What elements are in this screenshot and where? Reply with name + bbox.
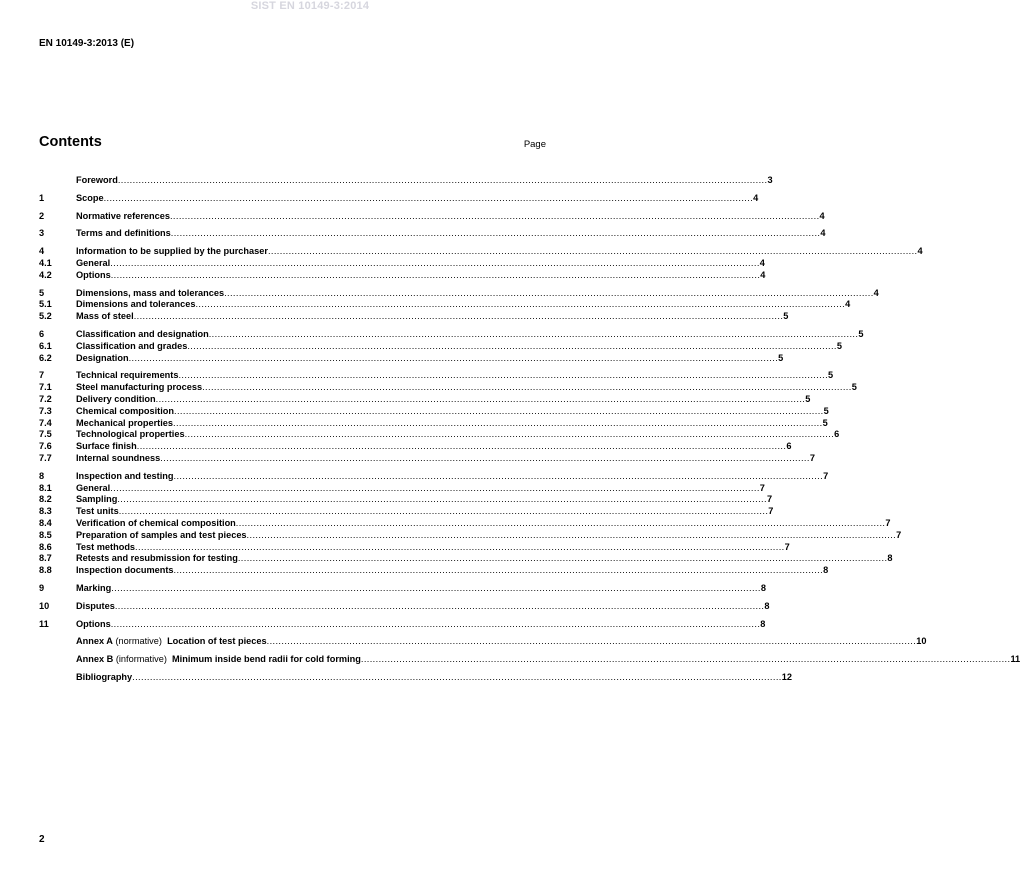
toc-entry-number: 4.2 [39,269,52,280]
toc-entry-number: 7.3 [39,405,52,416]
toc-entry-title: Inspection documents [76,565,174,576]
toc-entry[interactable] [39,257,765,270]
toc-entry-page: 8 [823,565,829,576]
toc-entry-page: 7 [766,494,773,505]
toc-entry[interactable] [39,352,784,365]
toc-entry-number: 8 [39,470,45,481]
toc-entry-number: 8.2 [39,494,52,505]
toc-entry[interactable] [39,393,811,406]
toc-leader-dots: ............................................................................................................................................................................................................................ [173,565,824,576]
toc-entry[interactable] [39,311,789,323]
toc-entry[interactable] [39,452,815,465]
watermark: SIST EN 10149-3:2014 [250,0,370,12]
toc-entry-page: 4 [917,246,923,257]
toc-entry-page: 4 [873,287,879,298]
toc-entry[interactable] [39,228,826,240]
toc-entry-page: 4 [819,210,825,221]
toc-entry-title: Test methods [76,541,136,552]
toc-entry-number: 7.5 [39,429,52,440]
toc-entry-number: 6.1 [39,340,52,351]
toc-entry-page: 12 [781,671,792,682]
toc-entry-title: Designation [76,352,129,363]
toc-entry[interactable] [39,405,829,418]
toc-entry[interactable] [39,470,829,483]
toc-entry-page: 6 [786,441,792,452]
toc-entry[interactable] [39,417,828,430]
toc-entry[interactable] [39,618,766,631]
toc-entry-number: 5 [39,287,45,298]
toc-leader-dots: ............................................................................................................................................................................................................................ [135,541,785,552]
toc-entry-number: 7.2 [39,393,52,404]
toc-entry-title: Foreword [76,175,118,185]
toc-entry-number: 5.1 [39,299,52,310]
toc-entry[interactable] [39,429,840,441]
toc-leader-dots: ............................................................................................................................................................................................................................ [103,192,754,203]
toc-leader-dots: ............................................................................................................................................................................................................................ [246,529,897,540]
toc-leader-dots: ............................................................................................................................................................................................................................ [235,517,886,528]
toc-leader-dots: ............................................................................................................................................................................................................................ [118,506,769,517]
toc-entry-page: 5 [828,370,834,381]
toc-entry-number: 2 [39,210,45,221]
toc-leader-dots: ............................................................................................................................................................................................................................ [266,636,917,647]
toc-entry-number: 5.2 [39,311,52,322]
toc-entry-page: 8 [764,600,770,611]
toc-entry-number: 8.3 [39,506,52,517]
toc-entry-number: 6 [39,328,45,339]
toc-entry-number: 8.5 [39,529,52,540]
toc-entry-number: 8.7 [39,553,52,564]
toc-entry[interactable] [39,210,825,223]
toc-entry[interactable] [39,246,923,258]
toc-entry-title: Annex B (informative) Minimum inside bend radii for cold forming [76,654,361,665]
toc-entry[interactable] [39,192,759,205]
toc-entry-title: Terms and definitions [76,228,171,239]
toc-entry-page: 7 [823,470,829,481]
toc-leader-dots: ............................................................................................................................................................................................................................ [202,382,852,393]
toc-entry-page: 3 [767,175,773,185]
toc-entry-page: 4 [845,299,851,310]
toc-entry-title: General [76,482,111,493]
toc-entry-title: Delivery condition [76,393,156,404]
toc-leader-dots: ............................................................................................................................................................................................................................ [224,287,874,298]
toc-entry[interactable] [39,600,770,613]
toc-entry-page: 8 [760,582,766,593]
toc-entry-title: Chemical composition [76,405,175,416]
toc-entry-title: Mass of steel [76,311,134,322]
toc-entry-number: 8.6 [39,541,52,552]
toc-entry-number: 4.1 [39,257,52,268]
toc-leader-dots: ............................................................................................................................................................................................................................ [117,175,768,185]
toc-entry[interactable] [39,671,792,684]
toc-entry-title: Mechanical properties [76,417,174,428]
toc-leader-dots: ............................................................................................................................................................................................................................ [110,257,760,268]
page-number: 2 [39,834,45,845]
toc-entry-number: 3 [39,228,45,239]
toc-leader-dots: ............................................................................................................................................................................................................................ [173,470,824,481]
toc-entry-title: Dimensions, mass and tolerances [76,287,225,298]
toc-entry-page: 5 [836,340,843,351]
toc-entry-title: Scope [76,192,104,203]
toc-entry-page: 5 [805,393,811,404]
toc-entry[interactable] [39,541,790,554]
toc-entry-title: Surface finish [76,441,137,452]
toc-entry-page: 5 [778,352,784,363]
toc-entry-page: 10 [916,636,927,647]
toc-entry-title: Bibliography [76,671,133,682]
toc-leader-dots: ............................................................................................................................................................................................................................ [267,246,918,257]
toc-leader-dots: ............................................................................................................................................................................................................................ [187,340,837,351]
toc-entry-title: Classification and grades [76,340,188,351]
toc-entry-number: 8.4 [39,517,52,528]
toc-entry-number: 6.2 [39,352,52,363]
toc-leader-dots: ............................................................................................................................................................................................................................ [132,671,782,682]
toc-entry-number: 7.4 [39,417,52,428]
toc-entry-title: Retests and resubmission for testing [76,553,238,564]
toc-entry-title: Dimensions and tolerances [76,299,196,310]
toc-leader-dots: ............................................................................................................................................................................................................................ [195,299,846,310]
toc-entry-title: Technological properties [76,429,185,440]
toc-entry-title: Inspection and testing [76,470,174,481]
toc-leader-dots: ............................................................................................................................................................................................................................ [184,429,835,440]
toc-entry-title: General [76,257,111,268]
toc-entry-title: Preparation of samples and test pieces [76,529,247,540]
toc-entry-title: Sampling [76,494,118,505]
toc-entry-number: 8.1 [39,482,52,493]
toc-entry[interactable] [39,482,765,495]
toc-entry-number: 7 [39,370,45,381]
toc-entry[interactable] [39,340,843,353]
toc-entry-page: 4 [753,192,759,203]
toc-entry-number: 10 [39,600,50,611]
toc-entry-annex-type: (informative) [113,654,172,665]
toc-entry-page: 7 [759,482,765,493]
toc-entry-title: Marking [76,582,112,593]
toc-entry-page: 5 [851,382,857,393]
toc-entry-title: Technical requirements [76,370,179,381]
toc-entry-annex-type: (normative) [112,636,168,647]
toc-entry-number: 7.7 [39,452,52,463]
toc-entry-page: 11 [1010,654,1020,665]
toc-leader-dots: ............................................................................................................................................................................................................................ [169,210,820,221]
toc-leader-dots: ............................................................................................................................................................................................................................ [110,269,761,280]
toc-leader-dots: ............................................................................................................................................................................................................................ [174,405,824,416]
toc-entry-page: 5 [783,311,789,322]
toc-leader-dots: ............................................................................................................................................................................................................................ [160,452,810,463]
toc-entry-number: 1 [39,192,45,203]
table-of-contents [39,175,1020,684]
toc-entry-page: 4 [820,228,826,239]
toc-entry[interactable] [39,441,792,453]
toc-entry-number: 4 [39,246,45,257]
toc-entry-title: Options [76,269,111,280]
document-id: EN 10149-3:2013 (E) [39,38,135,49]
toc-entry[interactable] [39,175,773,187]
toc-leader-dots: ............................................................................................................................................................................................................................ [136,441,787,452]
toc-leader-dots: ............................................................................................................................................................................................................................ [133,311,784,322]
toc-entry-page: 7 [809,452,815,463]
toc-entry[interactable] [39,529,902,542]
toc-entry-page: 5 [822,417,828,428]
toc-entry[interactable] [39,370,834,382]
toc-entry-title: Internal soundness [76,452,161,463]
toc-entry[interactable] [39,328,864,341]
toc-entry-title: Normative references [76,210,170,221]
toc-entry[interactable] [39,553,893,565]
toc-entry[interactable] [39,382,857,394]
toc-leader-dots: ............................................................................................................................................................................................................................ [208,328,859,339]
toc-leader-dots: ............................................................................................................................................................................................................................ [170,228,821,239]
page-column-label: Page [523,139,546,150]
toc-entry-page: 6 [834,429,840,440]
toc-entry-page: 8 [760,618,766,629]
toc-leader-dots: ............................................................................................................................................................................................................................ [114,600,765,611]
toc-entry[interactable] [39,299,851,311]
toc-entry-page: 5 [858,328,864,339]
toc-entry-page: 7 [784,541,790,552]
toc-entry-number: 8.8 [39,565,52,576]
toc-entry-page: 4 [759,257,765,268]
toc-leader-dots: ............................................................................................................................................................................................................................ [237,553,888,564]
toc-entry[interactable] [39,506,774,518]
toc-leader-dots: ............................................................................................................................................................................................................................ [173,417,823,428]
toc-leader-dots: ............................................................................................................................................................................................................................ [110,618,761,629]
toc-entry-number: 11 [39,618,49,629]
toc-entry-number: 7.6 [39,441,52,452]
toc-entry-page: 5 [823,405,829,416]
toc-entry-title: Options [76,618,111,629]
toc-leader-dots: ............................................................................................................................................................................................................................ [111,582,761,593]
toc-entry[interactable] [39,636,927,648]
toc-entry-page: 7 [768,506,774,517]
toc-entry-page: 7 [885,517,891,528]
toc-entry-title: Information to be supplied by the purchaser [76,246,268,257]
toc-entry[interactable] [39,565,829,577]
toc-leader-dots: ............................................................................................................................................................................................................................ [178,370,829,381]
toc-entry[interactable] [39,582,766,595]
toc-entry-title: Test units [76,506,119,517]
toc-entry[interactable] [39,494,773,506]
toc-leader-dots: ............................................................................................................................................................................................................................ [155,393,806,404]
toc-entry[interactable] [39,517,891,530]
toc-leader-dots: ............................................................................................................................................................................................................................ [128,352,779,363]
toc-entry-title: Verification of chemical composition [76,517,236,528]
toc-entry-number: 7.1 [39,382,52,393]
toc-leader-dots: ............................................................................................................................................................................................................................ [360,654,1011,665]
contents-title: Contents [39,134,102,150]
toc-entry[interactable] [39,287,879,300]
toc-entry[interactable] [39,654,1020,666]
toc-leader-dots: ............................................................................................................................................................................................................................ [117,494,767,505]
toc-entry-page: 7 [896,529,902,540]
toc-entry-page: 4 [760,269,766,280]
toc-entry-number: 9 [39,582,45,593]
toc-entry-title: Steel manufacturing process [76,382,203,393]
toc-entry-page: 8 [887,553,893,564]
toc-entry-title: Annex A (normative) Location of test pieces [76,636,267,647]
toc-entry-title: Classification and designation [76,328,209,339]
toc-entry-title: Disputes [76,600,115,611]
toc-entry[interactable] [39,269,766,282]
toc-leader-dots: ............................................................................................................................................................................................................................ [110,482,760,493]
